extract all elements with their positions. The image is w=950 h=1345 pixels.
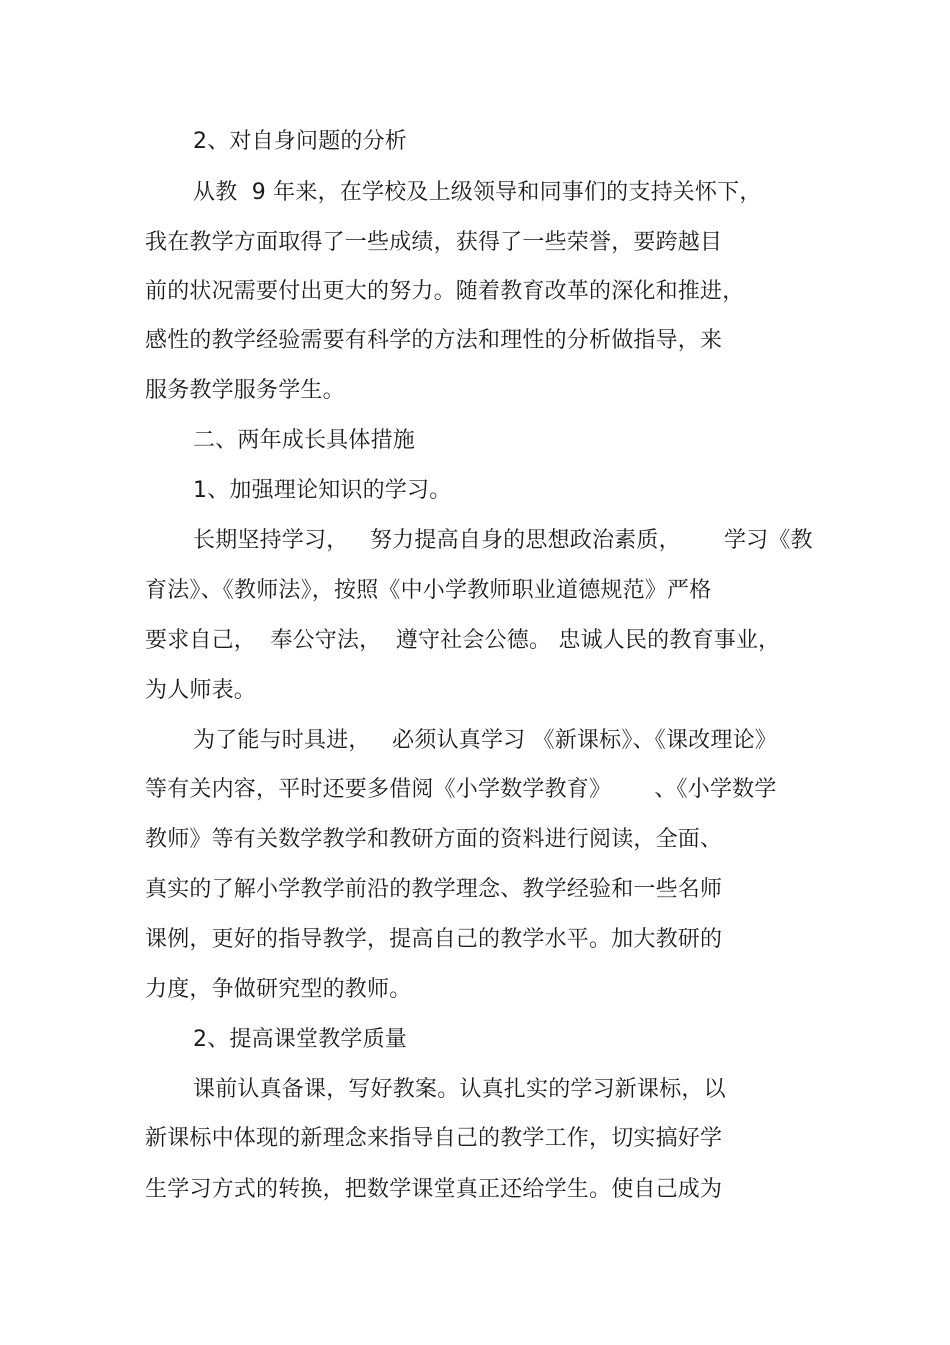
paragraph-line: 感性的教学经验需要有科学的方法和理性的分析做指导，来 xyxy=(145,328,723,353)
paragraph-line: 我在教学方面取得了一些成绩，获得了一些荣誉，要跨越目 xyxy=(145,230,723,255)
section-heading: 2、对自身问题的分析 xyxy=(193,129,407,154)
subsection-heading: 2、提高课堂教学质量 xyxy=(193,1027,407,1052)
section-heading: 二、两年成长具体措施 xyxy=(193,428,416,453)
paragraph-line: 生学习方式的转换，把数学课堂真正还给学生。使自己成为 xyxy=(145,1177,723,1202)
paragraph-line: 真实的了解小学教学前沿的教学理念、教学经验和一些名师 xyxy=(145,877,723,902)
paragraph-line: 力度，争做研究型的教师。 xyxy=(145,977,412,1002)
paragraph-line: 服务教学服务学生。 xyxy=(145,378,345,403)
paragraph-line: 教师》等有关数学教学和教研方面的资料进行阅读，全面、 xyxy=(145,827,723,852)
paragraph-line: 等有关内容，平时还要多借阅《小学数学教育》 、《小学数学 xyxy=(145,777,777,802)
paragraph-line: 育法》、《教师法》，按照《中小学教师职业道德规范》严格 xyxy=(145,578,712,603)
paragraph-line: 要求自己， 奉公守法， 遵守社会公德。 忠诚人民的教育事业， xyxy=(145,628,781,653)
paragraph-line: 前的状况需要付出更大的努力。随着教育改革的深化和推进， xyxy=(145,279,745,304)
subsection-heading: 1、加强理论知识的学习。 xyxy=(193,478,452,503)
paragraph-line: 长期坚持学习， 努力提高自身的思想政治素质， 学习《教 xyxy=(193,528,813,553)
paragraph-line: 新课标中体现的新理念来指导自己的教学工作，切实搞好学 xyxy=(145,1126,723,1151)
paragraph-line: 为人师表。 xyxy=(145,678,257,703)
paragraph-line: 从教 9 年来，在学校及上级领导和同事们的支持关怀下， xyxy=(193,180,762,205)
paragraph-line: 为了能与时具进， 必须认真学习 《新课标》、《课改理论》 xyxy=(193,728,777,753)
paragraph-line: 课例，更好的指导教学，提高自己的教学水平。加大教研的 xyxy=(145,927,723,952)
paragraph-line: 课前认真备课，写好教案。认真扎实的学习新课标，以 xyxy=(193,1077,726,1102)
